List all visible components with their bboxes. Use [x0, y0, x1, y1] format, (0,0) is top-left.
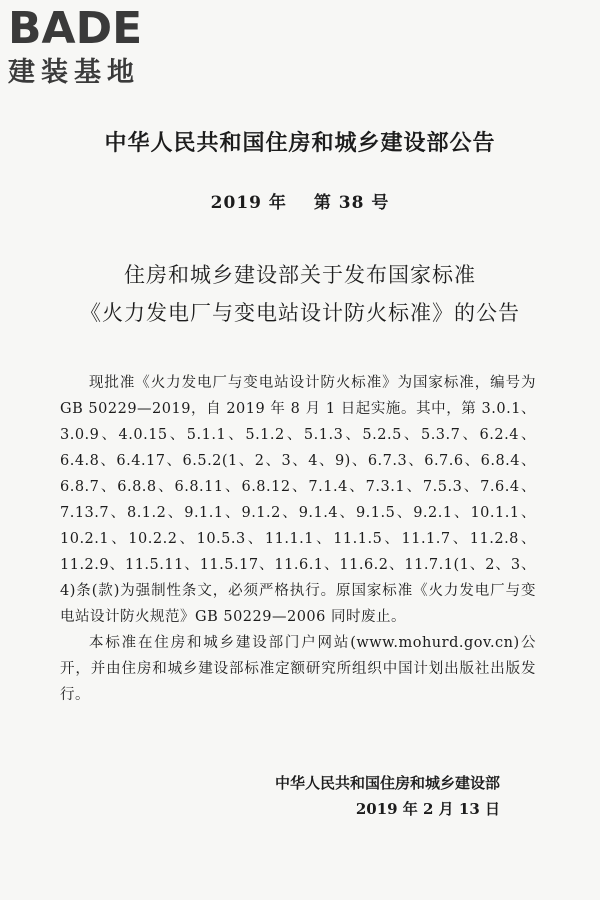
document-number — [0, 188, 600, 213]
logo-wordmark: BADE — [8, 3, 143, 54]
body-paragraph-2: 本标准在住房和城乡建设部门户网站(www.mohurd.gov.cn)公开，并由住房和城乡建设部标准定额研究所组织中国计划出版社出版发行。 — [60, 635, 536, 703]
issue-date: 2019 年 2 月 13 日 — [355, 800, 500, 818]
document-body — [60, 370, 536, 708]
body-paragraph-1: 现批准《火力发电厂与变电站设计防火标准》为国家标准，编号为 GB 50229—2019，自 2019 年 8 月 1 日起实施。其中，第 3.0.1、3.0.9、4.0.15、5.1.1、5.1.2、5.1.3、5.2.5、5.3.7、6.2.4、6.4.8、6.4.17、6.5.2(1、2、3、4、9)、6.7.3、6.7.6、6.8.4、6.8.7、6.8.8、6.8.11、6.8.12、7.1.4、7.3.1、7.5.3、7.6.4、7.13.7、8.1.2、9.1.1、9.1.2、9.1.4、9.1.5、9.2.1、10.1.1、10.2.1、10.2.2、10.5.3、11.1.1、11.1.5、11.1.7、11.2.8、11.2.9、11.5.11、11.5.17、11.6.1、11.6.2、11.7.1(1、2、3、4)条(款)为强制性条文，必须严格执行。原国家标准《火力发电厂与变电站设计防火规范》GB 50229—2006 同时废止。 — [60, 375, 536, 625]
bade-logo — [8, 3, 178, 88]
document-subject — [0, 256, 600, 332]
subject-line-2: 《火力发电厂与变电站设计防火标准》的公告 — [80, 301, 520, 325]
issuer-name: 中华人民共和国住房和城乡建设部 — [274, 774, 500, 792]
document-year: 2019 年 — [210, 193, 287, 213]
document-issue-number: 第 38 号 — [313, 193, 390, 213]
subject-line-1: 住房和城乡建设部关于发布国家标准 — [124, 263, 476, 287]
document-title: 中华人民共和国住房和城乡建设部公告 — [104, 131, 496, 156]
logo-subtitle: 建装基地 — [8, 57, 140, 88]
signature-block — [275, 770, 500, 822]
